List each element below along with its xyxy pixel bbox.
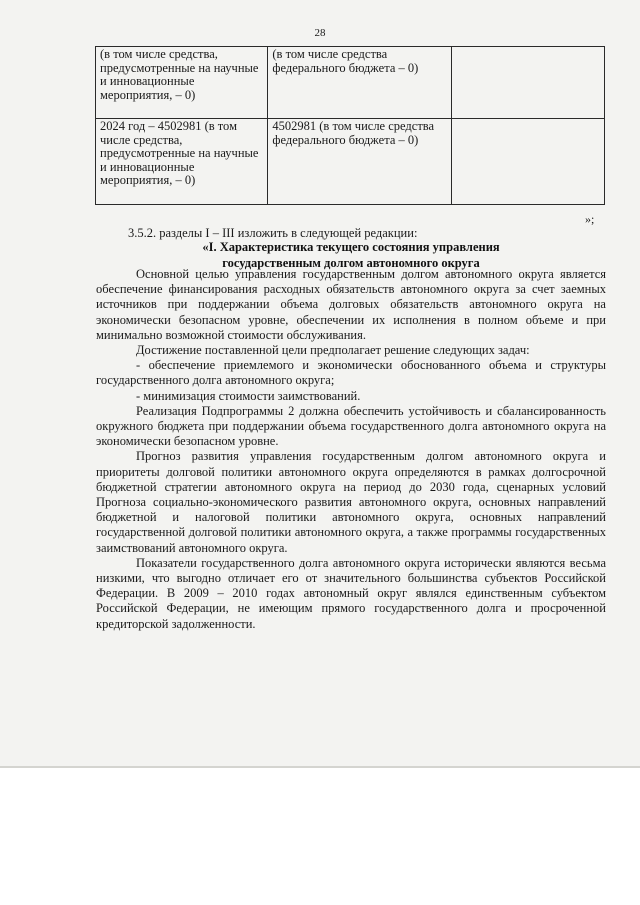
table-cell: 2024 год – 4502981 (в том числе средства, предусмотренные на научные и инновационные мероприятия, – 0) (96, 119, 268, 205)
body-text (96, 267, 606, 632)
budget-table (95, 46, 605, 205)
table-cell: (в том числе средства, предусмотренные на научные и инновационные мероприятия, – 0) (96, 47, 268, 119)
amendment-intro: 3.5.2. разделы I – III изложить в следующей редакции: (128, 226, 418, 240)
paragraph: Прогноз развития управления государственным долгом автономного округа и приоритеты долговой политики автономного округа определяются в рамках долгосрочной бюджетной стратегии автономного округа на период до 2030 года, сценарных условий Прогноза социально-экономического развития автономного округа, основных направлений бюджетной и налоговой политики автономного округа, основных направлений государственной долговой политики автономного округа, а также программы государственных заимствований автономного округа. (96, 449, 606, 555)
paragraph: Реализация Подпрограммы 2 должна обеспечить устойчивость и сбалансированность окружного бюджета при поддержании объема государственного долга автономного округа на экономически безопасном уровне. (96, 403, 606, 449)
table-cell: 4502981 (в том числе средства федерального бюджета – 0) (268, 119, 451, 205)
page-number: 28 (314, 27, 326, 39)
table-cell (451, 119, 604, 205)
paragraph: Достижение поставленной цели предполагает решение следующих задач: (136, 343, 530, 358)
closing-quote-mark: »; (585, 212, 595, 226)
paragraph: Показатели государственного долга автономного округа исторически являются весьма низкими, что выгодно отличает его от значительного большинства субъектов Российской Федерации. В 2009 – 2010 годах автономный округ являлся единственным субъектом Российской Федерации, не имеющим прямого государственного долга и просроченной кредиторской задолженности. (96, 555, 606, 631)
page-bottom-edge (0, 766, 640, 768)
table-row (96, 47, 605, 119)
list-item: - обеспечение приемлемого и экономически обоснованного объема и структуры государственного долга автономного округа; (96, 358, 606, 388)
table-cell (451, 47, 604, 119)
table-cell: (в том числе средства федерального бюджета – 0) (268, 47, 451, 119)
section-heading-line-2: государственным долгом автономного округа (222, 256, 480, 270)
section-heading-line-1: «I. Характеристика текущего состояния управления (202, 240, 500, 254)
table-row (96, 119, 605, 205)
paragraph: Основной целью управления государственным долгом автономного округа является обеспечение финансирования расходных обязательств автономного округа за счет заемных источников при поддержании объема долговых обязательств автономного округа на экономически безопасном уровне, обеспечении их исполнения в полном объеме и при минимально возможной стоимости обслуживания. (96, 267, 606, 342)
list-item: - минимизация стоимости заимствований. (136, 388, 361, 403)
